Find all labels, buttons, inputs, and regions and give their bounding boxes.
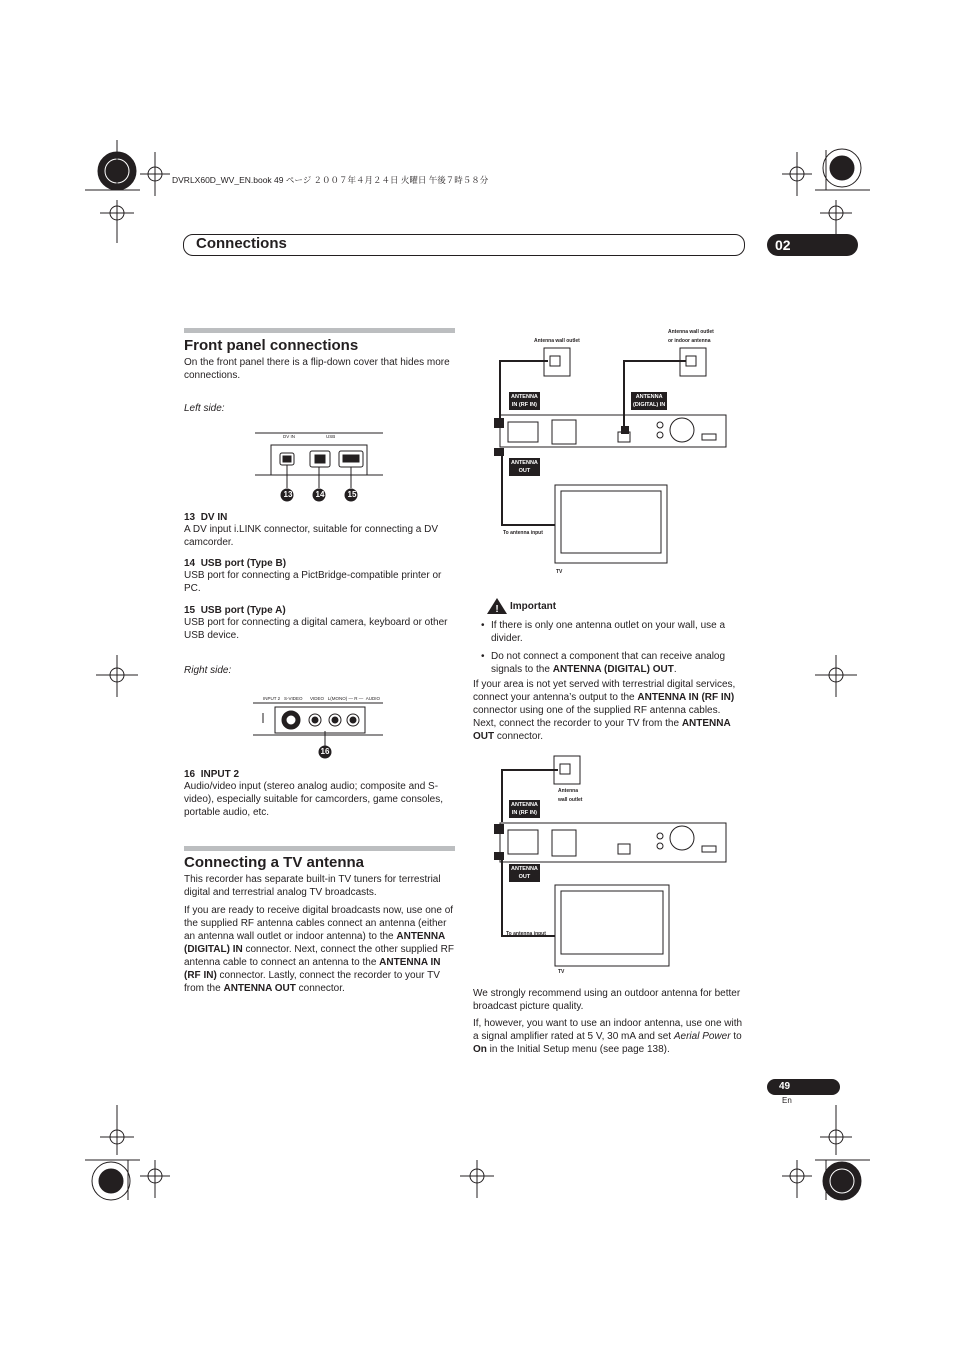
important-bullet-2: • Do not connect a component that can receive analog signals to the ANTENNA (DIGITAL) OUT. bbox=[473, 650, 748, 676]
d1-tv: TV bbox=[556, 569, 563, 575]
item-15 bbox=[184, 605, 452, 642]
analog-paragraph: If your area is not yet served with terrestrial digital services, connect your antenna’s output to the ANTENNA IN (RF IN) connector using one of the supplied RF antenna cables. Next, connect the recorder to your TV from the ANTENNA OUT connector. bbox=[473, 679, 736, 742]
r-label: R bbox=[354, 696, 358, 701]
svg-text:!: ! bbox=[495, 604, 499, 615]
item-16 bbox=[184, 769, 456, 819]
chapter-badge: 02 bbox=[767, 234, 858, 256]
front-panel-intro: On the front panel there is a flip-down cover that hides more connections. bbox=[184, 357, 450, 381]
audio-label: AUDIO bbox=[365, 696, 381, 701]
heading-front-panel: Front panel connections bbox=[184, 337, 359, 354]
warning-icon bbox=[486, 597, 508, 615]
right-side-label: Right side: bbox=[184, 665, 232, 676]
lmono-label: L(MONO) bbox=[327, 696, 348, 701]
d1-ant-out-box: ANTENNA OUT bbox=[511, 460, 538, 474]
right-fig-labels: INPUT 2 S-VIDEO VIDEO L(MONO) — R — AUDIO bbox=[263, 696, 381, 701]
item-13-text: A DV input i.LINK connector, suitable for connecting a DV camcorder. bbox=[184, 524, 439, 548]
tv-antenna-p1: This recorder has separate built-in TV tuners for terrestrial digital and terrestrial analog TV broadcasts. bbox=[184, 874, 441, 898]
dv-in-label: DV IN bbox=[283, 434, 296, 439]
item-13-num: 13 bbox=[184, 512, 196, 523]
callout-15: 15 bbox=[347, 490, 357, 499]
important-title: Important bbox=[510, 601, 557, 612]
d2-ant-in-box: ANTENNA IN (RF IN) bbox=[511, 802, 538, 816]
item-15-title: USB port (Type A) bbox=[200, 605, 286, 616]
section-bar-2 bbox=[184, 846, 455, 851]
callout-14: 14 bbox=[315, 490, 325, 499]
item-13 bbox=[184, 512, 454, 549]
heading-tv-antenna: Connecting a TV antenna bbox=[184, 854, 365, 871]
item-14 bbox=[184, 558, 456, 595]
item-14-title: USB port (Type B) bbox=[200, 558, 287, 569]
d1-to-input: To antenna input bbox=[503, 530, 543, 536]
item-13-title: DV IN bbox=[200, 512, 228, 523]
d1-ant-in-box: ANTENNA IN (RF IN) bbox=[511, 394, 538, 408]
callout-16: 16 bbox=[320, 747, 330, 756]
item-14-num: 14 bbox=[184, 558, 196, 569]
language-code: En bbox=[782, 1096, 792, 1105]
d2-ant-out-box: ANTENNA OUT bbox=[511, 866, 538, 880]
page-title: Connections bbox=[196, 235, 287, 252]
file-info-line: DVRLX60D_WV_EN.book 49 ページ ２００７年４月２４日 火曜日 午後７時５８分 bbox=[172, 175, 489, 185]
d2-to-input: To antenna input bbox=[506, 931, 546, 937]
important-bullet-1: • If there is only one antenna outlet on your wall, use a divider. bbox=[473, 619, 748, 645]
d1-indoor-label: Antenna wall outlet or indoor antenna bbox=[668, 329, 714, 344]
d1-ant-dig-box: ANTENNA (DIGITAL) IN bbox=[633, 394, 666, 408]
indoor-paragraph: If, however, you want to use an indoor antenna, use one with a signal amplifier rated at 5 V, 30 mA and set Aerial Power to On in the Initial Setup menu (see page 138). bbox=[473, 1018, 743, 1055]
page-number: 49 bbox=[767, 1079, 840, 1095]
usb-label: USB bbox=[326, 434, 336, 439]
item-16-num: 16 bbox=[184, 769, 196, 780]
important-list bbox=[473, 619, 748, 681]
item-16-text: Audio/video input (stereo analog audio; composite and S-video), especially suitable for camcorders, game consoles, portable audio, etc. bbox=[184, 781, 444, 818]
tv-antenna-p2: If you are ready to receive digital broadcasts now, use one of the supplied RF antenna cables connect an antenna (either an antenna wall outlet or indoor antenna) to the ANTENNA (DIGITAL) IN connector. Next, connect the other supplied RF antenna cable to connect an antenna to the ANTENNA IN (RF IN) connector. Lastly, connect the recorder to your TV from the ANTENNA OUT connector. bbox=[184, 905, 454, 994]
item-15-num: 15 bbox=[184, 605, 196, 616]
item-16-title: INPUT 2 bbox=[200, 769, 240, 780]
video-label: VIDEO bbox=[309, 696, 324, 701]
item-15-text: USB port for connecting a digital camera, keyboard or other USB device. bbox=[184, 617, 448, 641]
callout-13: 13 bbox=[283, 490, 293, 499]
outdoor-paragraph: We strongly recommend using an outdoor antenna for better broadcast picture quality. bbox=[473, 988, 741, 1012]
item-14-text: USB port for connecting a PictBridge-compatible printer or PC. bbox=[184, 570, 442, 594]
section-bar bbox=[184, 328, 455, 333]
left-side-label: Left side: bbox=[184, 403, 225, 414]
svideo-label: S-VIDEO bbox=[283, 696, 303, 701]
d1-wall-outlet: Antenna wall outlet bbox=[534, 338, 580, 344]
d2-wall-label: Antenna wall outlet bbox=[558, 788, 583, 803]
input2-label: INPUT 2 bbox=[263, 696, 281, 701]
d2-tv: TV bbox=[558, 969, 565, 975]
